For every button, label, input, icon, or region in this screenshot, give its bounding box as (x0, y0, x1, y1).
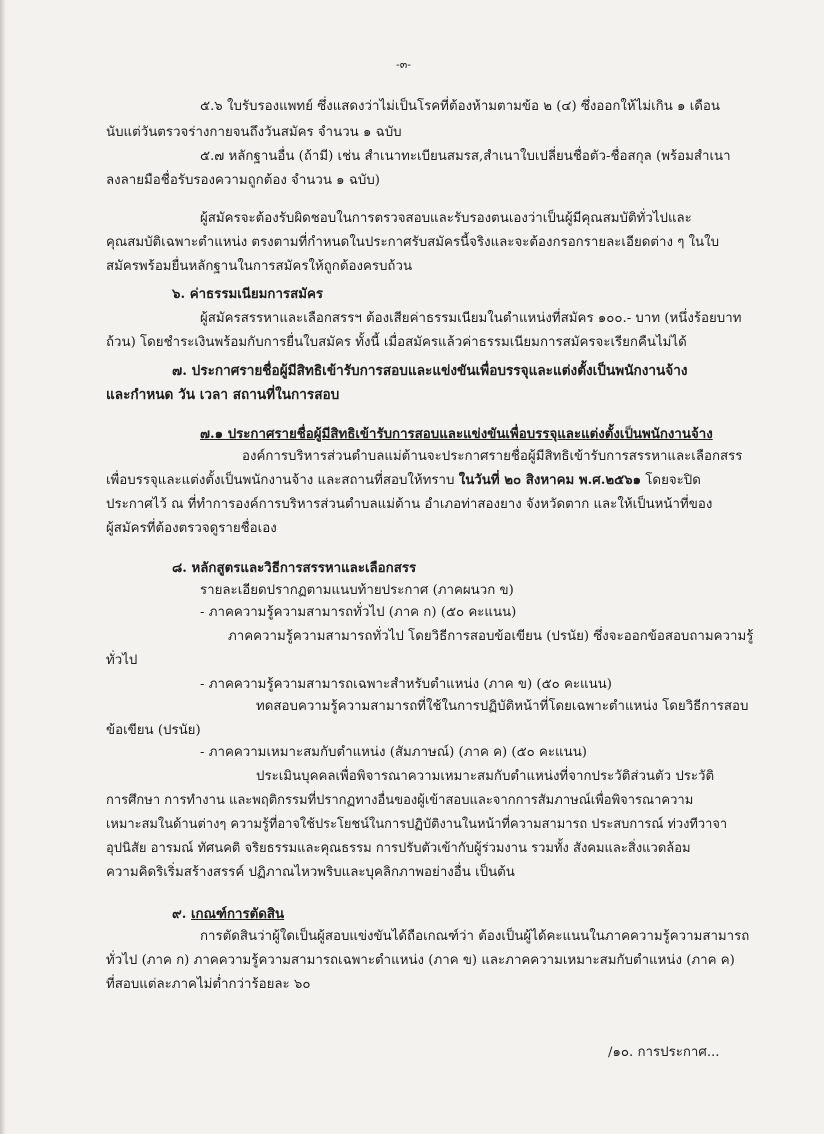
section-7-heading-line-1: ๗. ประกาศรายชื่อผู้มีสิทธิเข้ารับการสอบและแข่งขันเพื่อบรรจุและแต่งตั้งเป็นพนักงานจ้าง (172, 363, 688, 379)
section-7-1-line-1: องค์การบริหารส่วนตำบลแม่ต้านจะประกาศรายชื่อผู้มีสิทธิเข้ารับการสรรหาและเลือกสรร (242, 449, 743, 464)
item-5-6-line-1: ๕.๖ ใบรับรองแพทย์ ซึ่งแสดงว่าไม่เป็นโรคที่ต้องห้ามตามข้อ ๒ (๔) ซึ่งออกให้ไม่เกิน ๑ เดือน (200, 99, 720, 114)
scan-edge-shadow (0, 0, 6, 1134)
item-5-6-line-2: นับแต่วันตรวจร่างกายจนถึงวันสมัคร จำนวน ๑ ฉบับ (106, 125, 402, 140)
item-5-7-line-1: ๕.๗ หลักฐานอื่น (ถ้ามี) เช่น สำเนาทะเบียนสมรส,สำเนาใบเปลี่ยนชื่อตัว-ชื่อสกุล (พร้อมสำเนา (200, 149, 731, 164)
section-7-1-line-2 (106, 472, 701, 490)
responsibility-para-line-2: คุณสมบัติเฉพาะตำแหน่ง ตรงตามที่กำหนดในประกาศรับสมัครนี้จริงและจะต้องกรอกรายละเอียดต่าง ๆ ในใบ (106, 235, 720, 250)
part-c-desc-line-2: การศึกษา การทำงาน และพฤติกรรมที่ปรากฏทางอื่นของผู้เข้าสอบและจากการสัมภาษณ์เพื่อพิจารณาความ (106, 793, 694, 808)
part-c-desc-line-5: ความคิดริเริ่มสร้างสรรค์ ปฏิภาณไหวพริบและบุคลิกภาพอย่างอื่น เป็นต้น (106, 865, 515, 880)
section-7-heading-line-2: และกำหนด วัน เวลา สถานที่ในการสอบ (106, 387, 340, 403)
part-b-desc-line-1: ทดสอบความรู้ความสามารถที่ใช้ในการปฏิบัติหน้าที่โดยเฉพาะตำแหน่ง โดยวิธีการสอบ (256, 699, 749, 714)
section-8-heading: ๘. หลักสูตรและวิธีการสรรหาและเลือกสรร (172, 561, 417, 576)
section-6-line-2: ถ้วน) โดยชำระเงินพร้อมกับการยื่นใบสมัคร ทั้งนี้ เมื่อสมัครแล้วค่าธรรมเนียมการสมัครจะเรียกคืนไม่ได้ (106, 335, 687, 350)
section-9-line-1: การตัดสินว่าผู้ใดเป็นผู้สอบแข่งขันได้ถือเกณฑ์ว่า ต้องเป็นผู้ได้คะแนนในภาคความรู้ความสามารถ (200, 929, 750, 944)
footer-continuation: /๑๐. การประกาศ... (608, 1045, 720, 1060)
part-a-desc-line-2: ทั่วไป (106, 653, 138, 668)
responsibility-para-line-1: ผู้สมัครจะต้องรับผิดชอบในการตรวจสอบและรับรองตนเองว่าเป็นผู้มีคุณสมบัติทั่วไปและ (200, 211, 692, 226)
part-c-desc-line-4: อุปนิสัย อารมณ์ ทัศนคติ จริยธรรมและคุณธรรม การปรับตัวเข้ากับผู้ร่วมงาน รวมทั้ง สังคมและสิ่งแวดล้อม (106, 841, 691, 856)
section-8-intro: รายละเอียดปรากฏตามแนบท้ายประกาศ (ภาคผนวก ข) (200, 583, 514, 598)
section-9-title: เกณฑ์การตัดสิน (191, 907, 285, 922)
section-9-heading (172, 906, 284, 924)
announcement-date: ในวันที่ ๒๐ สิงหาคม พ.ศ.๒๕๖๑ (458, 473, 642, 488)
page-number: -๓- (396, 58, 411, 71)
section-9-number: ๙. (172, 907, 191, 922)
section-7-1-heading: ๗.๑ ประกาศรายชื่อผู้มีสิทธิเข้ารับการสอบและแข่งขันเพื่อบรรจุและแต่งตั้งเป็นพนักงานจ้าง (200, 427, 713, 442)
section-9-line-2: ทั่วไป (ภาค ก) ภาคความรู้ความสามารถเฉพาะตำแหน่ง (ภาค ข) และภาคความเหมาะสมกับตำแหน่ง (ภาค ค) (106, 953, 735, 968)
section-7-1-line-2-end: โดยจะปิด (641, 473, 701, 488)
part-c-desc-line-3: เหมาะสมในด้านต่างๆ ความรู้ที่อาจใช้ประโยชน์ในการปฏิบัติงานในหน้าที่ความสามารถ ประสบการณ์ ท่วงทีวาจา (106, 817, 728, 832)
section-7-1-line-4: ผู้สมัครที่ต้องตรวจดูรายชื่อเอง (106, 521, 277, 536)
part-c-desc-line-1: ประเมินบุคคลเพื่อพิจารณาความเหมาะสมกับตำแหน่งที่จากประวัติส่วนตัว ประวัติ (256, 769, 715, 784)
part-c-title: - ภาคความเหมาะสมกับตำแหน่ง (สัมภาษณ์) (ภาค ค) (๕๐ คะแนน) (200, 745, 587, 760)
part-a-desc-line-1: ภาคความรู้ความสามารถทั่วไป โดยวิธีการสอบข้อเขียน (ปรนัย) ซึ่งจะออกข้อสอบถามความรู้ (228, 629, 754, 644)
part-a-title: - ภาคความรู้ความสามารถทั่วไป (ภาค ก) (๕๐ คะแนน) (200, 605, 517, 620)
part-b-desc-line-2: ข้อเขียน (ปรนัย) (106, 723, 201, 738)
section-7-1-line-3: ประกาศไว้ ณ ที่ทำการองค์การบริหารส่วนตำบลแม่ต้าน อำเภอท่าสองยาง จังหวัดตาก และให้เป็นหน้าที่ของ (106, 497, 713, 512)
section-6-heading: ๖. ค่าธรรมเนียมการสมัคร (172, 287, 323, 302)
section-6-line-1: ผู้สมัครสรรหาและเลือกสรรฯ ต้องเสียค่าธรรมเนียมในตำแหน่งที่สมัคร ๑๐๐.- บาท (หนึ่งร้อยบาท (200, 311, 742, 326)
section-7-1-line-2-start: เพื่อบรรจุและแต่งตั้งเป็นพนักงานจ้าง และสถานที่สอบให้ทราบ (106, 473, 459, 488)
responsibility-para-line-3: สมัครพร้อมยื่นหลักฐานในการสมัครให้ถูกต้องครบถ้วน (106, 259, 413, 274)
section-9-line-3: ที่สอบแต่ละภาคไม่ต่ำกว่าร้อยละ ๖๐ (106, 977, 311, 992)
item-5-7-line-2: ลงลายมือชื่อรับรองความถูกต้อง จำนวน ๑ ฉบับ) (106, 173, 380, 188)
part-b-title: - ภาคความรู้ความสามารถเฉพาะสำหรับตำแหน่ง (ภาค ข) (๕๐ คะแนน) (200, 677, 612, 692)
